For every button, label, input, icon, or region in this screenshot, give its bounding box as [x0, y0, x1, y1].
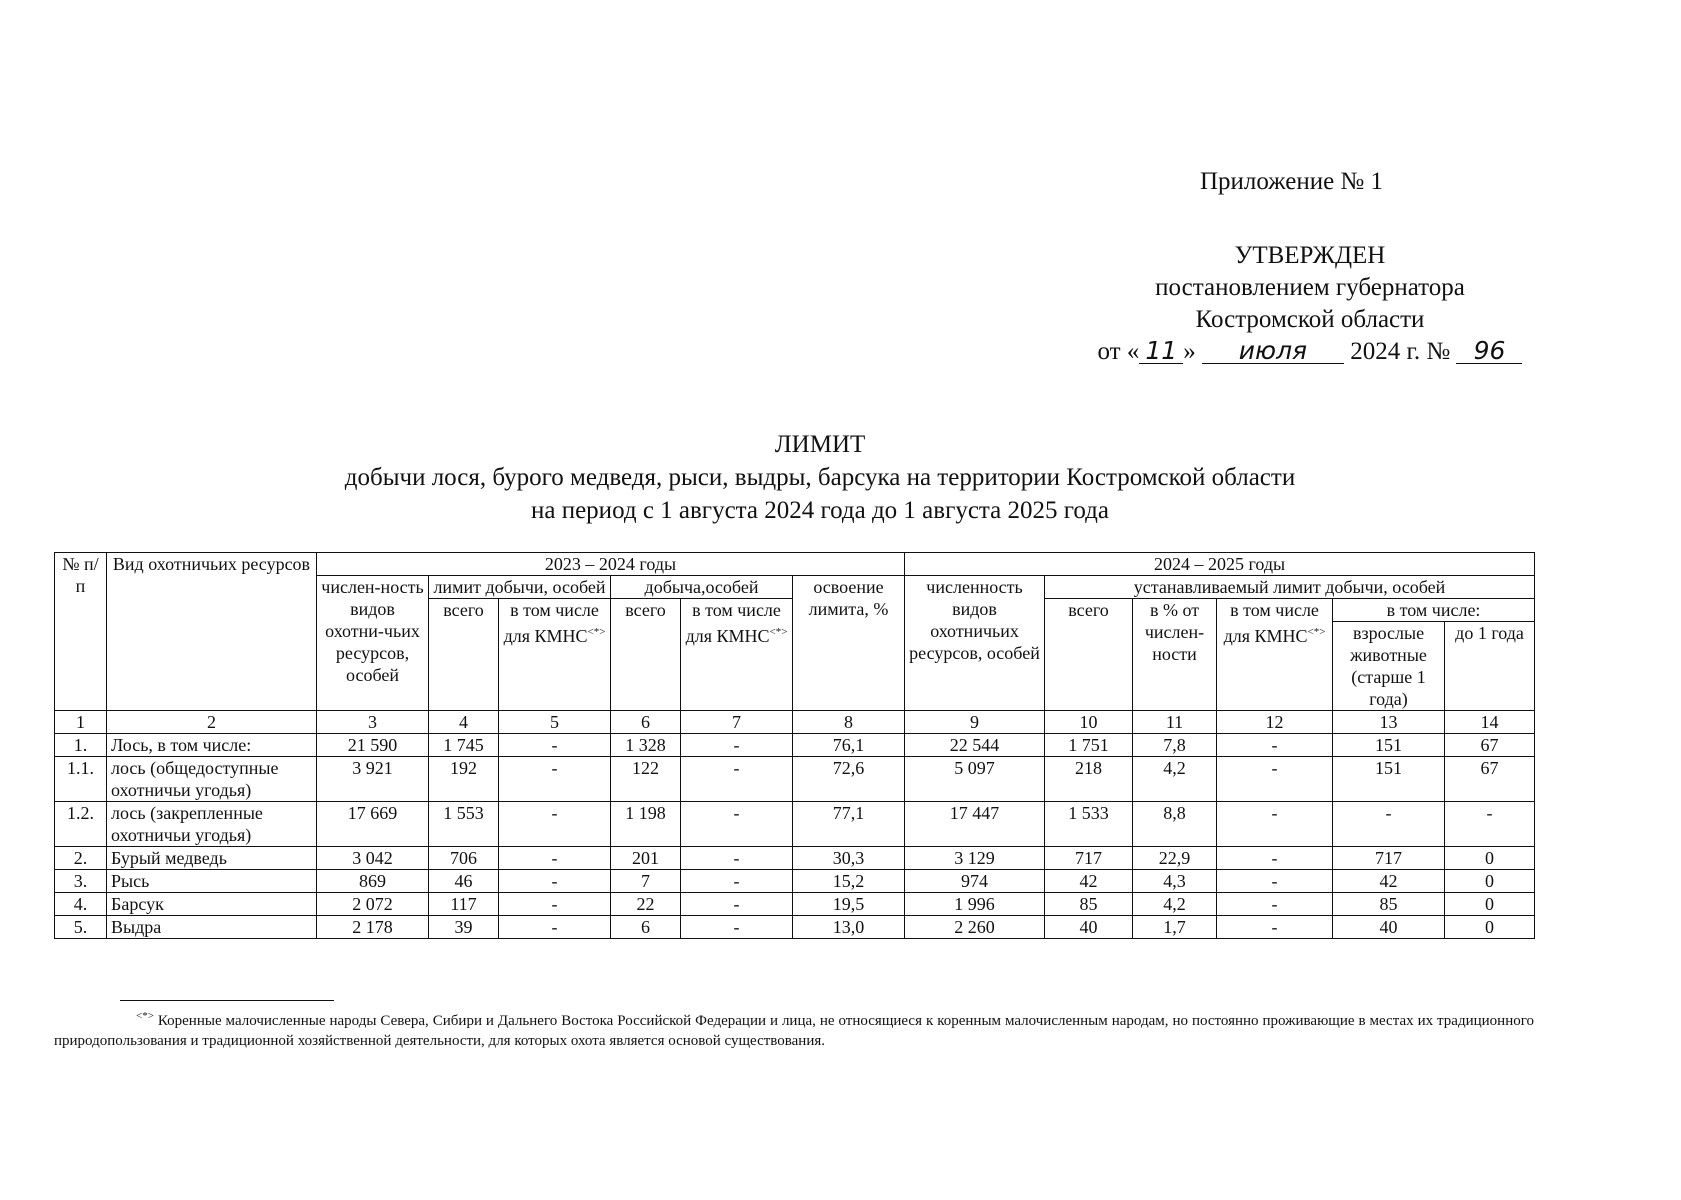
value-cell: 77,1 — [793, 802, 905, 847]
value-cell: 151 — [1333, 757, 1445, 802]
value-cell: 122 — [611, 757, 681, 802]
value-cell: 3 921 — [317, 757, 429, 802]
col-num-cell: 7 — [681, 711, 793, 734]
header-including: в том числе: — [1333, 599, 1535, 622]
row-number-cell: 5. — [55, 916, 107, 939]
species-cell: Рысь — [107, 870, 317, 893]
species-cell: лось (общедоступные охотничьи угодья) — [107, 757, 317, 802]
col-num-cell: 2 — [107, 711, 317, 734]
value-cell: 201 — [611, 847, 681, 870]
value-cell: 40 — [1333, 916, 1445, 939]
value-cell: - — [499, 757, 611, 802]
value-cell: 3 042 — [317, 847, 429, 870]
species-cell: Барсук — [107, 893, 317, 916]
species-cell: Лось, в том числе: — [107, 734, 317, 757]
value-cell: - — [499, 870, 611, 893]
value-cell: - — [681, 847, 793, 870]
header-period-2023: 2023 – 2024 годы — [317, 553, 905, 576]
value-cell: 2 260 — [905, 916, 1045, 939]
date-year: 2024 г. № — [1350, 338, 1451, 365]
species-cell: лось (закрепленные охотничьи угодья) — [107, 802, 317, 847]
value-cell: 42 — [1333, 870, 1445, 893]
header-harvest-total: всего — [611, 599, 681, 711]
value-cell: 706 — [429, 847, 499, 870]
value-cell: - — [499, 916, 611, 939]
value-cell: 85 — [1333, 893, 1445, 916]
value-cell: 76,1 — [793, 734, 905, 757]
col-num-cell: 8 — [793, 711, 905, 734]
value-cell: 2 072 — [317, 893, 429, 916]
value-cell: 22 — [611, 893, 681, 916]
value-cell: 151 — [1333, 734, 1445, 757]
value-cell: 85 — [1045, 893, 1133, 916]
col-num-cell: 5 — [499, 711, 611, 734]
header-set-percent: в % от числен-ности — [1133, 599, 1217, 711]
col-num-cell: 9 — [905, 711, 1045, 734]
value-cell: - — [499, 893, 611, 916]
value-cell: 72,6 — [793, 757, 905, 802]
value-cell: 0 — [1445, 893, 1535, 916]
handwritten-month: июля — [1202, 339, 1344, 364]
value-cell: 218 — [1045, 757, 1133, 802]
table-row — [55, 893, 1535, 916]
header-limit-total: всего — [429, 599, 499, 711]
approval-line-1: постановлением губернатора — [1155, 274, 1465, 301]
value-cell: 0 — [1445, 847, 1535, 870]
col-num-cell: 11 — [1133, 711, 1217, 734]
value-cell: 5 097 — [905, 757, 1045, 802]
value-cell: - — [681, 893, 793, 916]
table-body — [55, 734, 1535, 939]
value-cell: 13,0 — [793, 916, 905, 939]
value-cell: 0 — [1445, 916, 1535, 939]
value-cell: - — [1217, 802, 1333, 847]
col-num-cell: 13 — [1333, 711, 1445, 734]
header-limit: лимит добычи, особей — [429, 576, 611, 599]
header-row-1 — [55, 553, 1535, 576]
value-cell: 4,2 — [1133, 757, 1217, 802]
row-number-cell: 2. — [55, 847, 107, 870]
approval-date-line — [1080, 336, 1540, 368]
row-number-cell: 1.2. — [55, 802, 107, 847]
col-num-cell: 12 — [1217, 711, 1333, 734]
document-title — [0, 428, 1640, 527]
value-cell: - — [1217, 870, 1333, 893]
value-cell: - — [681, 734, 793, 757]
value-cell: 4,3 — [1133, 870, 1217, 893]
value-cell: 21 590 — [317, 734, 429, 757]
header-set-limit: устанавливаемый лимит добычи, особей — [1045, 576, 1535, 599]
value-cell: - — [1217, 734, 1333, 757]
value-cell: 39 — [429, 916, 499, 939]
col-num-cell: 3 — [317, 711, 429, 734]
handwritten-number: 96 — [1456, 339, 1522, 364]
value-cell: - — [1217, 757, 1333, 802]
value-cell: 1 745 — [429, 734, 499, 757]
value-cell: 0 — [1445, 870, 1535, 893]
header-period-2024: 2024 – 2025 годы — [905, 553, 1535, 576]
table-row — [55, 847, 1535, 870]
value-cell: 1 553 — [429, 802, 499, 847]
row-number-cell: 1.1. — [55, 757, 107, 802]
value-cell: - — [681, 802, 793, 847]
date-mid: » — [1183, 338, 1196, 365]
row-number-cell: 4. — [55, 893, 107, 916]
footnote-rule — [120, 1000, 334, 1001]
column-numbers-row — [55, 711, 1535, 734]
value-cell: 42 — [1045, 870, 1133, 893]
value-cell: 1,7 — [1133, 916, 1217, 939]
header-set-total: всего — [1045, 599, 1133, 711]
row-number-cell: 3. — [55, 870, 107, 893]
value-cell: - — [1217, 893, 1333, 916]
date-prefix: от « — [1097, 338, 1140, 365]
col-num-cell: 1 — [55, 711, 107, 734]
value-cell: 17 669 — [317, 802, 429, 847]
value-cell: 17 447 — [905, 802, 1045, 847]
value-cell: 40 — [1045, 916, 1133, 939]
value-cell: 19,5 — [793, 893, 905, 916]
footnote — [54, 1006, 1534, 1051]
value-cell: 3 129 — [905, 847, 1045, 870]
value-cell: - — [681, 757, 793, 802]
value-cell: 2 178 — [317, 916, 429, 939]
header-limit-kmns: в том числе для КМНС<*> — [499, 599, 611, 711]
header-num: № п/п — [55, 553, 107, 711]
value-cell: 1 328 — [611, 734, 681, 757]
header-population-2023: числен-ность видов охотни-чьих ресурсов, особей — [317, 576, 429, 711]
value-cell: - — [499, 847, 611, 870]
header-adults: взрослые животные (старше 1 года) — [1333, 622, 1445, 711]
value-cell: - — [681, 870, 793, 893]
title-line-1: добычи лося, бурого медведя, рыси, выдры, барсука на территории Костромской области — [344, 464, 1296, 491]
header-population-2024: численность видов охотничьих ресурсов, особей — [905, 576, 1045, 711]
value-cell: 869 — [317, 870, 429, 893]
approved-heading: УТВЕРЖДЕН — [1234, 242, 1386, 269]
header-species: Вид охотничьих ресурсов — [107, 553, 317, 711]
value-cell: 717 — [1333, 847, 1445, 870]
value-cell: 974 — [905, 870, 1045, 893]
col-num-cell: 10 — [1045, 711, 1133, 734]
table-row — [55, 802, 1535, 847]
value-cell: - — [1333, 802, 1445, 847]
species-cell: Выдра — [107, 916, 317, 939]
title-line-2: на период с 1 августа 2024 года до 1 августа 2025 года — [530, 497, 1109, 524]
col-num-cell: 14 — [1445, 711, 1535, 734]
limits-table — [54, 552, 1535, 939]
value-cell: - — [1217, 847, 1333, 870]
value-cell: 1 198 — [611, 802, 681, 847]
approval-line-2: Костромской области — [1195, 306, 1425, 333]
header-harvest-kmns: в том числе для КМНС<*> — [681, 599, 793, 711]
value-cell: 1 751 — [1045, 734, 1133, 757]
footnote-text: Коренные малочисленные народы Севера, Сибири и Дальнего Востока Российской Федерации и лица, не относящиеся к коренным малочисленным народам, но постоянно проживающие в местах их традиционного природопользования и традиционной хозяйственной деятельности, для которых охота является основой существования. — [54, 1013, 1535, 1049]
value-cell: 7,8 — [1133, 734, 1217, 757]
value-cell: 22 544 — [905, 734, 1045, 757]
header-under-one: до 1 года — [1445, 622, 1535, 711]
value-cell: - — [1217, 916, 1333, 939]
value-cell: 46 — [429, 870, 499, 893]
header-harvest: добыча,особей — [611, 576, 793, 599]
value-cell: 717 — [1045, 847, 1133, 870]
value-cell: - — [499, 802, 611, 847]
handwritten-day: 11 — [1139, 339, 1183, 364]
row-number-cell: 1. — [55, 734, 107, 757]
col-num-cell: 6 — [611, 711, 681, 734]
value-cell: - — [681, 916, 793, 939]
value-cell: 15,2 — [793, 870, 905, 893]
value-cell: 117 — [429, 893, 499, 916]
value-cell: 4,2 — [1133, 893, 1217, 916]
value-cell: 192 — [429, 757, 499, 802]
header-set-kmns: в том числе для КМНС<*> — [1217, 599, 1333, 711]
header-usage: освоение лимита, % — [793, 576, 905, 711]
value-cell: 1 533 — [1045, 802, 1133, 847]
title-heading: ЛИМИТ — [774, 431, 866, 458]
approval-block — [1080, 240, 1540, 368]
table-row — [55, 757, 1535, 802]
value-cell: 7 — [611, 870, 681, 893]
appendix-label: Приложение № 1 — [1200, 168, 1384, 195]
value-cell: 67 — [1445, 734, 1535, 757]
value-cell: 67 — [1445, 757, 1535, 802]
value-cell: 1 996 — [905, 893, 1045, 916]
table-row — [55, 916, 1535, 939]
footnote-mark: <*> — [136, 1010, 154, 1022]
table-row — [55, 870, 1535, 893]
value-cell: 30,3 — [793, 847, 905, 870]
col-num-cell: 4 — [429, 711, 499, 734]
value-cell: 6 — [611, 916, 681, 939]
species-cell: Бурый медведь — [107, 847, 317, 870]
value-cell: - — [499, 734, 611, 757]
value-cell: 22,9 — [1133, 847, 1217, 870]
value-cell: 8,8 — [1133, 802, 1217, 847]
table-row — [55, 734, 1535, 757]
value-cell: - — [1445, 802, 1535, 847]
